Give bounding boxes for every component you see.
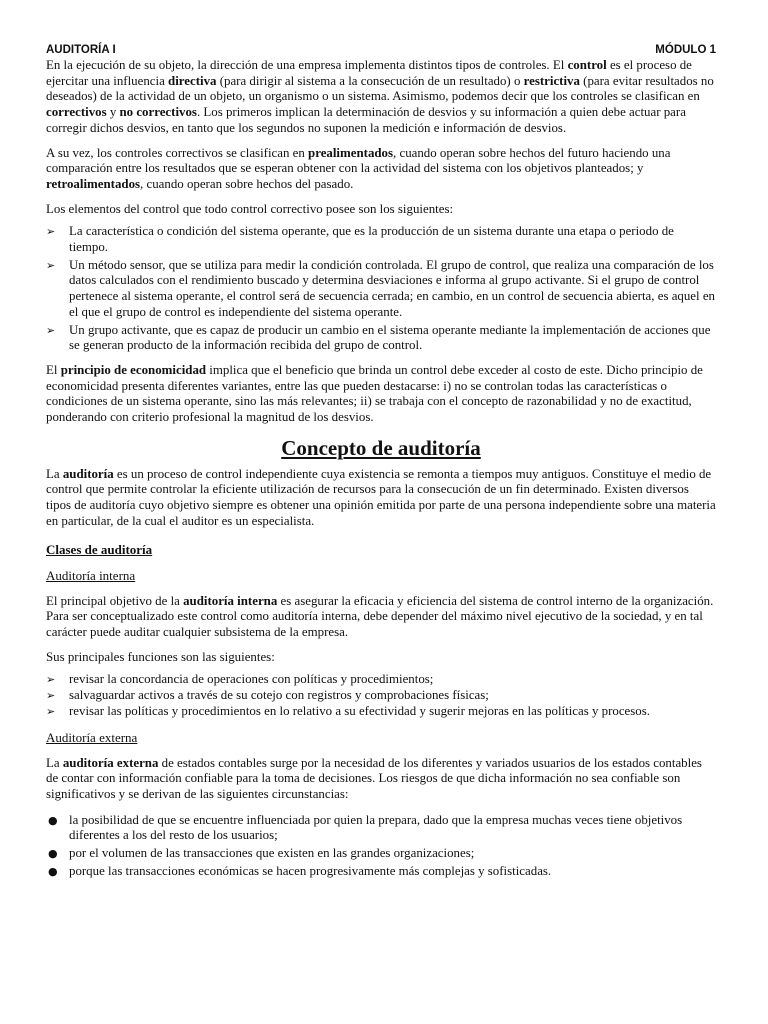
arrow-bullet-icon: ➢: [46, 258, 56, 272]
list-item: ● por el volumen de las transacciones que existen en las grandes organizaciones;: [48, 846, 475, 861]
paragraph-corrective-types: A su vez, los controles correctivos se clasifican en prealimentados, cuando operan sobre hechos del futuro haciendo una comparación entre los resultados que se esperan obtener con la actividad del sistema con los objetivos planteados; y retroalimentados, cuando operan sobre hechos del pasado.: [46, 145, 671, 191]
dot-bullet-icon: ●: [48, 864, 58, 878]
list-item: ➢ salvaguardar activos a través de su cotejo con registros y comprobaciones físicas;: [46, 688, 489, 703]
paragraph-control-elements-intro: Los elementos del control que todo control correctivo posee son los siguientes:: [46, 201, 454, 216]
list-item: ➢ Un grupo activante, que es capaz de producir un cambio en el sistema operante mediante la implementación de acciones que se generan producto de la información recibida del grupo de control.: [46, 322, 711, 353]
arrow-bullet-icon: ➢: [46, 323, 56, 337]
dot-bullet-icon: ●: [48, 813, 58, 827]
heading-audit-classes: Clases de auditoría: [46, 541, 153, 557]
paragraph-control-definition: En la ejecución de su objeto, la dirección de una empresa implementa distintos tipos de controles. El control es el proceso de ejercitar una influencia directiva (para dirigir al sistema a la consecución de un resultado) o restrictiva (para evitar resultados no deseados) de la actividad de un objeto, un organismo o un sistema. Asimismo, podemos decir que los controles se clasifican en correctivos y no correctivos. Los primeros implican la determinación de desvios y su información a quien debe actuar para corregir dichos desvios, en tanto que los segundos no suponen la medición e información de desvios.: [46, 58, 714, 135]
heading-external-audit: Auditoría externa: [46, 729, 138, 745]
control-elements-list: [46, 224, 716, 354]
paragraph-economicity: El principio de economicidad implica que el beneficio que brinda un control debe exceder al costo de este. Dicho principio de economicidad presenta diferentes variantes, entre las que pueden destacarse: i) no se controlan todas las características o condiciones de un sistema operante, sino las más relevantes; ii) se trabaja con el concepto de razonabilidad y no de exactitud, ponderando con criterio profesional la magnitud de los desvios.: [46, 362, 703, 425]
list-item: ➢ revisar la concordancia de operaciones con políticas y procedimientos;: [46, 672, 434, 687]
arrow-bullet-icon: ➢: [46, 689, 56, 703]
arrow-bullet-icon: ➢: [46, 225, 56, 239]
section-title-audit-concept: Concepto de auditoría: [281, 435, 481, 460]
list-item: ➢ La característica o condición del sistema operante, que es la producción de un sistema durante una etapa o periodo de tiempo.: [46, 224, 674, 255]
list-item: ● porque las transacciones económicas se hacen progresivamente más complejas y sofisticadas.: [48, 863, 552, 878]
list-item: ➢ Un método sensor, que se utiliza para medir la condición controlada. El grupo de control, que realiza una comparación de los datos calculados con el rendimiento buscado y determina desviaciones e informa al grupo activante. Si el grupo de control pertenece al sistema operante, el control será de secuencia cerrada; en cambio, en un control de secuencia abierta, es aquel en el que el grupo de control es independiente del sistema operante.: [46, 257, 715, 319]
arrow-bullet-icon: ➢: [46, 704, 56, 718]
header-course: AUDITORÍA I: [46, 44, 116, 56]
paragraph-external-audit: La auditoría externa de estados contables surge por la necesidad de los diferentes y variados usuarios de los estados contables de contar con información confiable para la toma de decisiones. Los riesgos de que dicha información no sea confiable son significativos y se derivan de las siguientes circunstancias:: [46, 755, 702, 801]
list-item: ➢ revisar las políticas y procedimientos en lo relativo a su efectividad y sugerir mejoras en las políticas y procesos.: [46, 703, 650, 718]
header-module: MÓDULO 1: [655, 44, 716, 56]
document-body: [46, 58, 716, 879]
paragraph-audit-definition: La auditoría es un proceso de control independiente cuya existencia se remonta a tiempos muy antiguos. Constituye el medio de control que permite controlar la eficiente utilización de recursos para la consecución de un fin determinado. Existen diversos tipos de auditoría cuyo objetivo siempre es obtener una opinión emitida por parte de una persona independiente sobre una materia en particular, de la cual el auditor es un especialista.: [46, 466, 716, 528]
list-item: ● la posibilidad de que se encuentre influenciada por quien la prepara, dado que la empresa muchas veces tiene objetivos diferentes a los del resto de los usuarios;: [48, 812, 683, 843]
arrow-bullet-icon: ➢: [46, 673, 56, 687]
heading-internal-audit: Auditoría interna: [46, 567, 136, 583]
paragraph-functions-intro: Sus principales funciones son las siguientes:: [46, 649, 275, 664]
dot-bullet-icon: ●: [48, 847, 58, 861]
page-header: [46, 43, 716, 58]
internal-audit-functions-list: [46, 672, 716, 719]
paragraph-internal-audit: El principal objetivo de la auditoría interna es asegurar la eficacia y eficiencia del sistema de control interno de la organización. Para ser conceptualizado este control como auditoría interna, debe depender del máximo nivel ejecutivo de la sociedad, y en tal carácter puede auditar cualquier subsistema de la empresa.: [46, 593, 714, 639]
document-page: [46, 43, 716, 881]
external-audit-risks-list: [46, 813, 716, 880]
